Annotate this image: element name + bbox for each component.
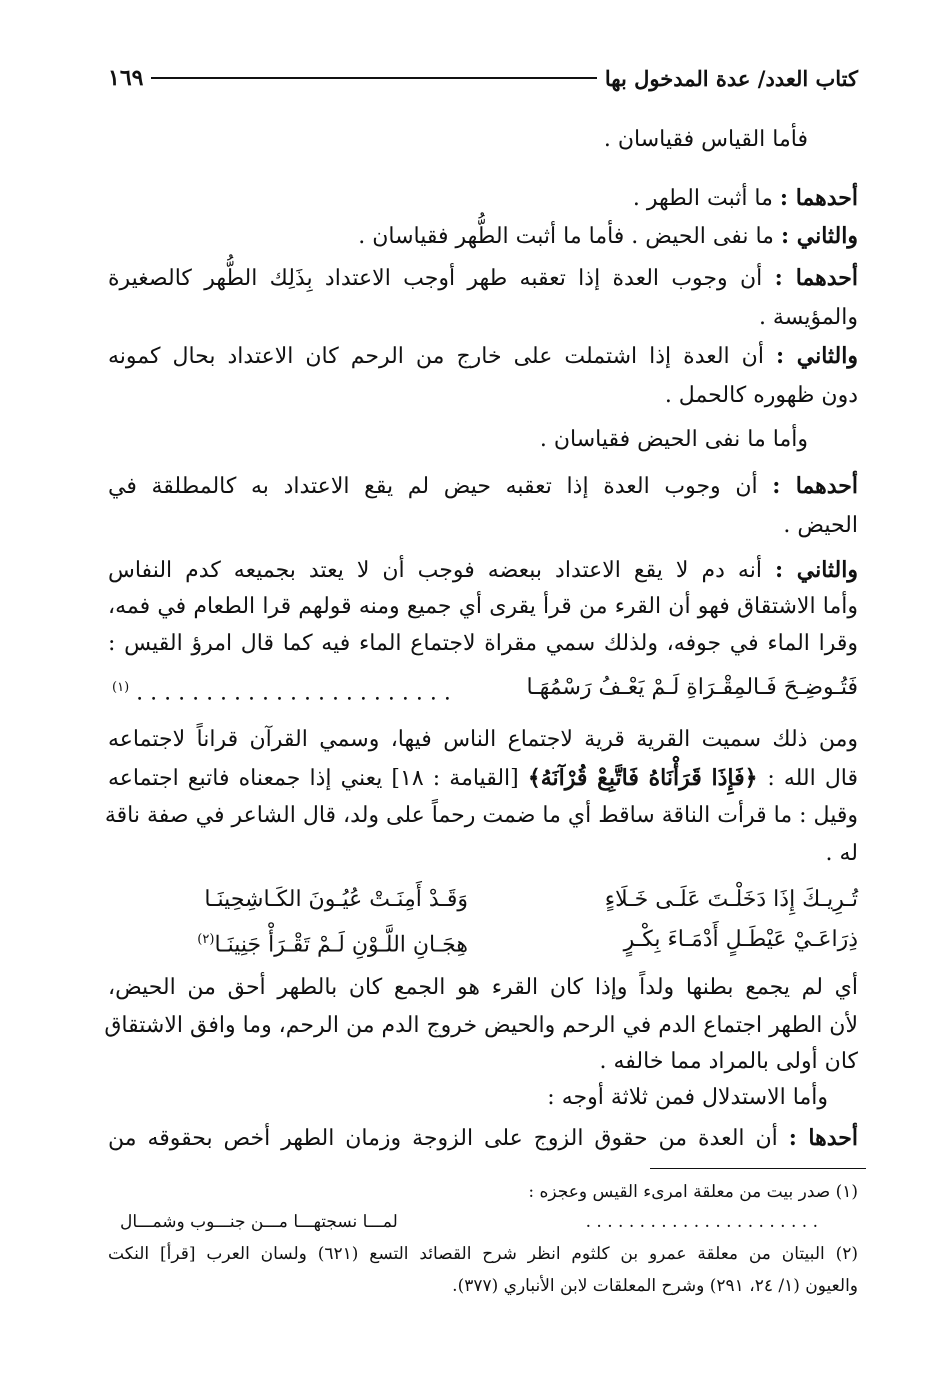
line-text: أن وجوب العدة إذا تعقبه حيض لم يقع الاعتداد به كالمطلقة في [108,474,773,499]
poem-hemistich-1a [605,884,858,916]
text-line-17 [104,800,858,832]
text-line-1 [604,124,808,156]
line-label: أحدهما : [779,185,858,211]
footnote-2-line-1 [108,1240,858,1268]
verse-text: وَقَـدْ أَمِنَـتْ عُيُـونَ الكَـاشِحِينَـا [204,887,468,912]
text-line-11 [108,554,858,587]
footnote-text: (٢) البيتان من معلقة عمرو بن كلثوم انظر شرح القصائد التسع (٦٢١) ولسان العرب [قرأ] النكت [108,1244,858,1264]
line-text: وأما الاشتقاق فهو أن القرء من قرأ يقرى أي جميع ومنه قولهم قرا الطعام في فمه، [108,594,858,619]
text-line-12 [108,591,858,623]
verse-line-qays [526,672,858,704]
line-text: وقرا الماء في جوفه، ولذلك سمي مقراة لاجتماع الماء فيه كما قال امرؤ القيس : [108,631,858,656]
line-text: الحيض . [783,513,858,538]
text-line-13 [108,628,858,660]
line-label: والثاني : [774,557,858,583]
text-line-22 [547,1082,828,1114]
line-text: له . [825,841,858,866]
footnote-2-line-2 [452,1272,858,1300]
footnote-text: (١) صدر بيت من معلقة امرىء القيس وعجزه : [528,1182,858,1202]
footnote-verse: لمـــا نسجتهـــا مـــن جنـــوب وشمـــال [120,1212,398,1232]
verse-text: فَتُـوضِـحَ فَـالمِقْـرَاةِ لَـمْ يَعْـفُ رَسْمُهَـا [526,675,858,700]
line-label: والثاني : [775,343,858,369]
header-rule [151,77,596,79]
poem-hemistich-2a [624,924,858,956]
line-text: ما نفى الحيض . فأما ما أثبت الطُّهر فقياسان . [358,224,781,249]
text-line-15 [108,724,858,756]
text-line-8 [540,424,808,456]
poem-hemistich-1b [204,884,468,916]
line-text: فأما القياس فقياسان . [603,127,808,152]
line-text: قال الله : [767,766,859,791]
verse-elision [112,672,451,709]
line-text: لأن الطهر اجتماع الدم في الرحم والحيض خروج الدم من الرحم، وما وافق الاشتقاق [104,1013,858,1038]
line-text: أن العدة إذا اشتملت على خارج من الرحم كان الاعتداد بحال كمونه [108,344,776,369]
line-label: أحدهما : [772,473,858,499]
text-line-9 [108,470,858,503]
text-line-20 [104,1010,858,1042]
text-line-18 [826,838,858,870]
text-line-19 [108,972,858,1004]
text-line-7 [665,380,858,412]
footnote-1-verse [120,1208,398,1236]
text-line-23 [108,1122,858,1155]
chapter-title: كتاب العدد/ عدة المدخول بها [604,65,858,91]
text-line-16 [108,762,858,795]
text-line-3 [358,220,858,253]
footnote-dots: . . . . . . . . . . . . . . . . . . . . . . [585,1212,818,1232]
page-number: ١٦٩ [108,65,144,91]
verse-dots: . . . . . . . . . . . . . . . . . . . . . . . [136,680,451,706]
footnote-separator [650,1168,866,1169]
line-label: أحدها : [788,1125,858,1151]
verse-text: تُـرِيـكَ إِذَا دَخَلْـتَ عَلَـى خَـلَاءٍ [604,887,858,912]
line-label: أحدهما : [774,265,858,291]
footnote-ref: (١) [112,680,130,695]
line-text: ما أثبت الطهر . [632,186,780,211]
text-line-2 [633,182,858,215]
line-text: ومن ذلك سميت القرية قرية لاجتماع الناس فيها، وسمي القرآن قراناً لاجتماعه [108,727,858,752]
line-text: وقيل : ما قرأت الناقة ساقط أي ما ضمت رحماً على ولد، قال الشاعر في صفة ناقة [104,803,858,828]
text-line-5 [759,302,858,334]
footnote-1-dots [586,1208,818,1236]
text-line-21 [600,1046,859,1078]
text-line-4 [108,262,858,295]
line-label: والثاني : [780,223,858,249]
running-header [108,58,858,98]
text-line-10 [783,510,858,542]
text-line-6 [108,340,858,373]
line-text: وأما الاستدلال فمن ثلاثة أوجه : [547,1085,828,1110]
footnote-text: والعيون (١/ ٢٤، ٢٩١) وشرح المعلقات لابن الأنباري (٣٧٧). [452,1276,858,1296]
poem-hemistich-2b [197,924,468,961]
quran-verse: ﴿فَإِذَا قَرَأْنَاهُ فَاتَّبِعْ قُرْآنَهُ﴾ [527,765,768,791]
line-text: أي لم يجمع بطنها ولداً وإذا كان القرء هو الجمع كان بالطهر أحق من الحيض، [108,975,858,1000]
line-text: أن العدة من حقوق الزوج على الزوجة وزمان الطهر أخص بحقوقه من [108,1126,789,1151]
line-text: وأما ما نفى الحيض فقياسان . [539,427,808,452]
line-text: والمؤيسة . [758,305,858,330]
line-text: أن وجوب العدة إذا تعقبه طهر أوجب الاعتداد بِذَلِك الطُّهر كالصغيرة [108,266,775,291]
verse-text: ذِرَاعَـيْ عَيْطَـلٍ أَدْمَـاءَ بِكْـرٍ [623,927,858,952]
line-text: [القيامة : ١٨] يعني إذا جمعناه فاتبع اجتماعه [108,766,528,791]
verse-text: هِجَـانِ اللَّـوْنِ لَـمْ تَقْـرَأْ جَنِينَـا [214,932,468,958]
line-text: كان أولى بالمراد مما خالفه . [599,1049,858,1074]
line-text: دون ظهوره كالحمل . [664,383,858,408]
footnote-ref: (٢) [197,932,215,947]
line-text: أنه دم لا يقع الاعتداد ببعضه فوجب أن لا يعتد بجميعه كدم النفاس [108,558,775,583]
footnote-1 [528,1178,858,1206]
